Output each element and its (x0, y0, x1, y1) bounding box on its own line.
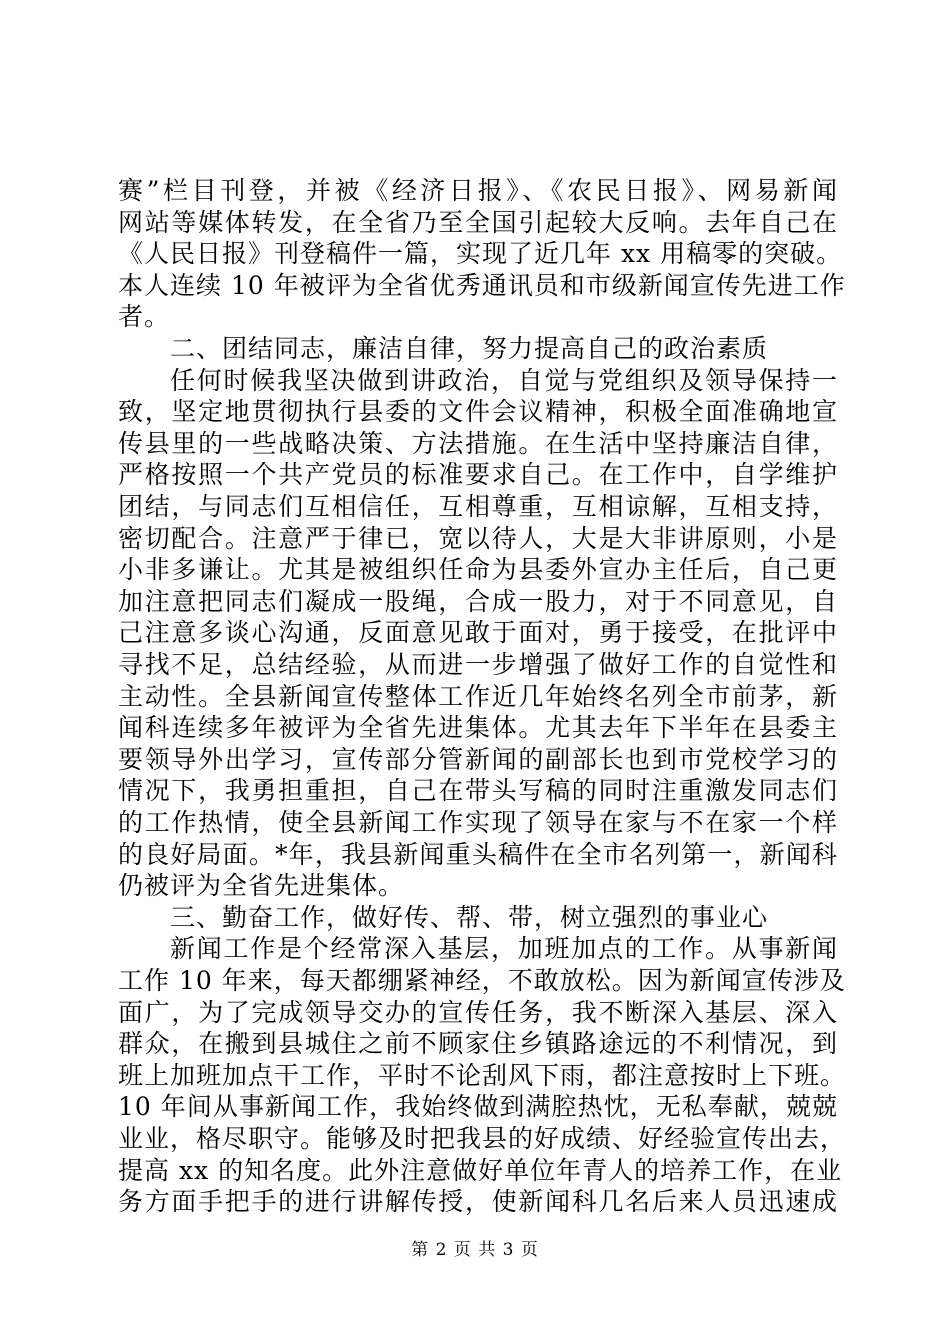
body-line: 密切配合。注意严于律已，宽以待人，大是大非讲原则，小是 (118, 523, 838, 553)
body-line: 闻科连续多年被评为全省先进集体。尤其去年下半年在县委主 (118, 713, 838, 743)
body-line: 面广，为了完成领导交办的宣传任务，我不断深入基层、深入 (118, 997, 838, 1027)
section-heading: 二、团结同志，廉洁自律，努力提高自己的政治素质 (170, 334, 769, 363)
section-heading: 三、勤奋工作，做好传、帮、带，树立强烈的事业心 (170, 902, 769, 932)
body-line: 务方面手把手的进行讲解传授，使新闻科几名后来人员迅速成 (118, 1187, 838, 1217)
paragraph-first-line: 任何时候我坚决做到讲政治，自觉与党组织及领导保持一 (170, 365, 838, 395)
body-line: 《人民日报》刊登稿件一篇，实现了近几年 xx 用稿零的突破。 (118, 239, 843, 269)
body-line: 10 年间从事新闻工作，我始终做到满腔热忱，无私奉献，兢兢 (118, 1092, 838, 1122)
body-line: 主动性。全县新闻宣传整体工作近几年始终名列全市前茅，新 (118, 681, 838, 711)
body-line: 仍被评为全省先进集体。 (118, 871, 405, 901)
body-line: 的工作热情，使全县新闻工作实现了领导在家与不在家一个样 (118, 808, 838, 837)
body-line: 网站等媒体转发，在全省乃至全国引起较大反响。去年自己在 (118, 207, 838, 237)
body-line: 本人连续 10 年被评为全省优秀通讯员和市级新闻宣传先进工作 (118, 270, 846, 300)
body-line: 己注意多谈心沟通，反面意见敢于面对，勇于接受，在批评中 (118, 618, 838, 648)
body-line: 加注意把同志们凝成一股绳，合成一股力，对于不同意见，自 (118, 586, 838, 616)
body-line: 传县里的一些战略决策、方法措施。在生活中坚持廉洁自律， (118, 428, 838, 458)
body-line: 团结，与同志们互相信任，互相尊重，互相谅解，互相支持， (118, 492, 838, 521)
body-line: 业业，格尽职守。能够及时把我县的好成绩、好经验宣传出去， (118, 1124, 847, 1153)
paragraph-first-line: 新闻工作是个经常深入基层，加班加点的工作。从事新闻 (170, 934, 838, 964)
body-line: 要领导外出学习，宣传部分管新闻的副部长也到市党校学习的 (118, 744, 838, 774)
body-line: 严格按照一个共产党员的标准要求自己。在工作中，自学维护 (118, 460, 838, 490)
body-line: 致，坚定地贯彻执行县委的文件会议精神，积极全面准确地宣 (118, 397, 838, 427)
body-line: 情况下，我勇担重担，自己在带头写稿的同时注重激发同志们 (118, 776, 838, 806)
body-line: 工作 10 年来，每天都绷紧神经，不敢放松。因为新闻宣传涉及 (118, 966, 846, 995)
body-line: 提高 xx 的知名度。此外注意做好单位年青人的培养工作，在业 (118, 1155, 843, 1185)
body-line: 群众，在搬到县城住之前不顾家住乡镇路途远的不利情况，到 (118, 1029, 838, 1059)
body-line: 者。 (118, 302, 171, 332)
body-line: 寻找不足，总结经验，从而进一步增强了做好工作的自觉性和 (118, 650, 838, 679)
body-line: 赛”栏目刊登，并被《经济日报》、《农民日报》、网易新闻 (118, 176, 838, 205)
page-number-footer: 第 2 页 共 3 页 (411, 1240, 539, 1260)
body-line: 小非多谦让。尤其是被组织任命为县委外宣办主任后，自己更 (118, 555, 838, 585)
body-line: 的良好局面。*年，我县新闻重头稿件在全市名列第一，新闻科 (118, 839, 838, 869)
body-line: 班上加班加点干工作，平时不论刮风下雨，都注意按时上下班。 (118, 1060, 847, 1090)
